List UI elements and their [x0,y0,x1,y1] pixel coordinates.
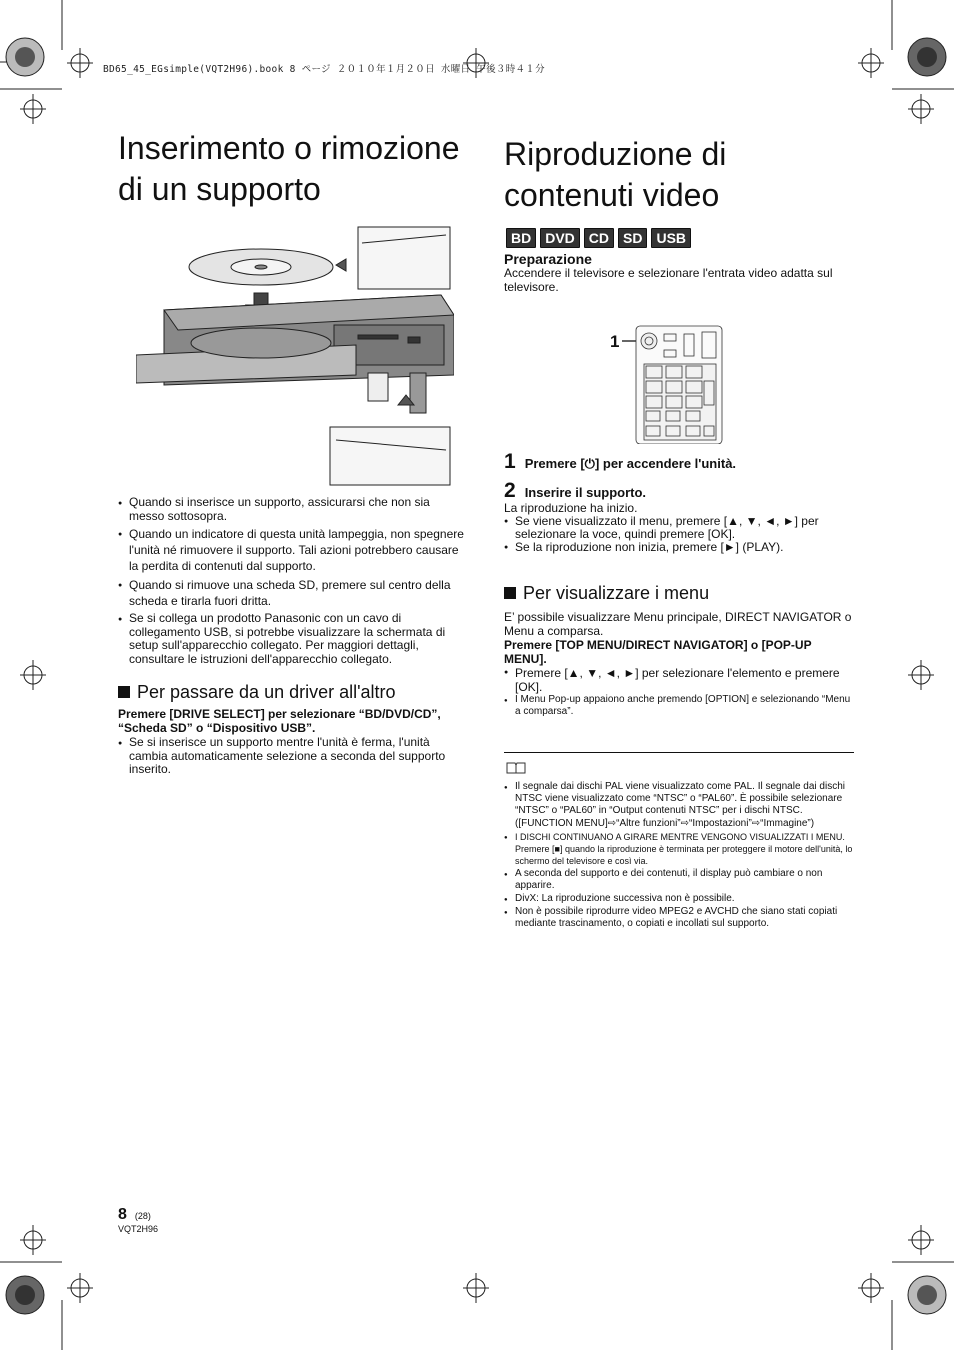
note-item: ● Il segnale dai dischi PAL viene visualizzato come PAL. Il segnale dai dischi NTSC viene visualizzato come “NTSC” o “PAL60”. È possibile selezionare “NTSC” o “PAL60” in “Output contenuti NTSC” per i dischi NTSC. [504,781,856,817]
badge-usb: USB [651,228,691,248]
badge-cd: CD [584,228,614,248]
badge-sd: SD [618,228,647,248]
bullet-item: ● Se si inserisce un supporto mentre l'unità è ferma, l'unità cambia automaticamente selezione a seconda del supporto inserito. [118,736,468,777]
bullet-item: ● I Menu Pop-up appaiono anche premendo [OPTION] e selezionando “Menu a comparsa”. [504,694,856,718]
square-bullet-icon [504,587,516,599]
note-item: ● I DISCHI CONTINUANO A GIRARE MENTRE VENGONO VISUALIZZATI I MENU. Premere [■] quando la riproduzione è terminata per proteggere il motore dell'unità, lo schermo del televisore e così via. [504,831,856,867]
left-title [118,128,468,210]
book-icon [506,761,526,774]
preparation [504,251,856,294]
notes-divider [504,752,854,753]
square-bullet-icon [118,686,130,698]
bullet-item: ● Se viene visualizzato il menu, premere [▲, ▼, ◄, ►] per selezionare la voce, quindi premere [OK]. [504,515,856,541]
step-text: Inserire il supporto. [524,485,647,500]
model-code: VQT2H96 [118,1224,159,1234]
note-path: ([FUNCTION MENU]⇨“Altre funzioni”⇨“Impostazioni”⇨“Immagine”) [515,818,815,829]
page-ref: (28) [134,1211,151,1221]
bullet-item: ● Se si collega un prodotto Panasonic con un cavo di collegamento USB, si potrebbe visualizzare la schermata di setup sull'apparecchio collegato. Per maggiori dettagli, consultare le istruzioni dell'apparecchio collegato. [118,612,468,666]
disc-insertion-illustration [136,225,454,487]
step-2 [504,479,856,503]
note-item: ● Non è possibile riprodurre video MPEG2 e AVCHD che siano stati copiati mediante trascinamento, o copiati e incollati sul supporto. [504,906,856,930]
page-number: 8 [118,1206,127,1223]
remote-callout-number: 1 [610,332,620,351]
steps [504,450,856,503]
right-title [504,134,856,216]
step-text: Premere [⏻] per accendere l'unità. [524,456,737,471]
drive-instruction: Premere [DRIVE SELECT] per selezionare “BD/DVD/CD”, “Scheda SD” o “Dispositivo USB”. [118,707,441,735]
menu-section-body [504,610,856,719]
prep-title: Preparazione [504,251,592,267]
step2-note: La riproduzione ha inizio. [504,501,638,515]
drive-section-heading [118,682,468,702]
menu-text: E’ possibile visualizzare Menu principale, DIRECT NAVIGATOR o Menu a comparsa. [504,610,852,638]
right-title-line1: Riproduzione di [504,136,727,172]
badge-dvd: DVD [540,228,580,248]
left-title-line2: di un supporto [118,171,321,207]
remote-control-illustration [620,322,726,444]
prep-text: Accendere il televisore e selezionare l'entrata video adatta sul televisore. [504,266,833,294]
book-file-header: BD65_45_EGsimple(VQT2H96).book 8 ページ ２０１０年１月２０日 水曜日 午後３時４１分 [103,64,545,75]
media-badges [506,228,691,248]
badge-bd: BD [506,228,536,248]
section-title: Per visualizzare i menu [523,583,710,603]
bullet-item: ● Quando un indicatore di questa unità lampeggia, non spegnere l'unità né rimuovere il supporto. Tali azioni potrebbero causare la perdita di contenuti dal supporto. [118,526,468,574]
bullet-item: ● Premere [▲, ▼, ◄, ►] per selezionare l'elemento e premere [OK]. [504,666,856,694]
step-number: 2 [504,479,516,502]
page-footer [118,1206,151,1224]
right-title-line2: contenuti video [504,177,720,213]
step-number: 1 [504,450,516,473]
left-title-line1: Inserimento o rimozione [118,130,460,166]
bullet-item: ● Quando si inserisce un supporto, assicurarsi che non sia messo sottosopra. [118,496,468,523]
drive-section-body [118,708,468,780]
note-item: ● DivX: La riproduzione successiva non è possibile. [504,893,856,905]
left-bullets [118,496,468,669]
step-1 [504,450,856,474]
menu-instruction: Premere [TOP MENU/DIRECT NAVIGATOR] o [POP-UP MENU]. [504,638,812,666]
bullet-item: ● Se la riproduzione non inizia, premere [►] (PLAY). [504,541,856,554]
section-title: Per passare da un driver all'altro [137,682,396,702]
notes-list [504,781,856,931]
note-item: ● A seconda del supporto e dei contenuti, il display può cambiare o non apparire. [504,868,856,892]
step2-details [504,502,856,554]
menu-section-heading [504,583,856,603]
bullet-item: ● Quando si rimuove una scheda SD, premere sul centro della scheda e tirarla fuori dritta. [118,577,468,609]
